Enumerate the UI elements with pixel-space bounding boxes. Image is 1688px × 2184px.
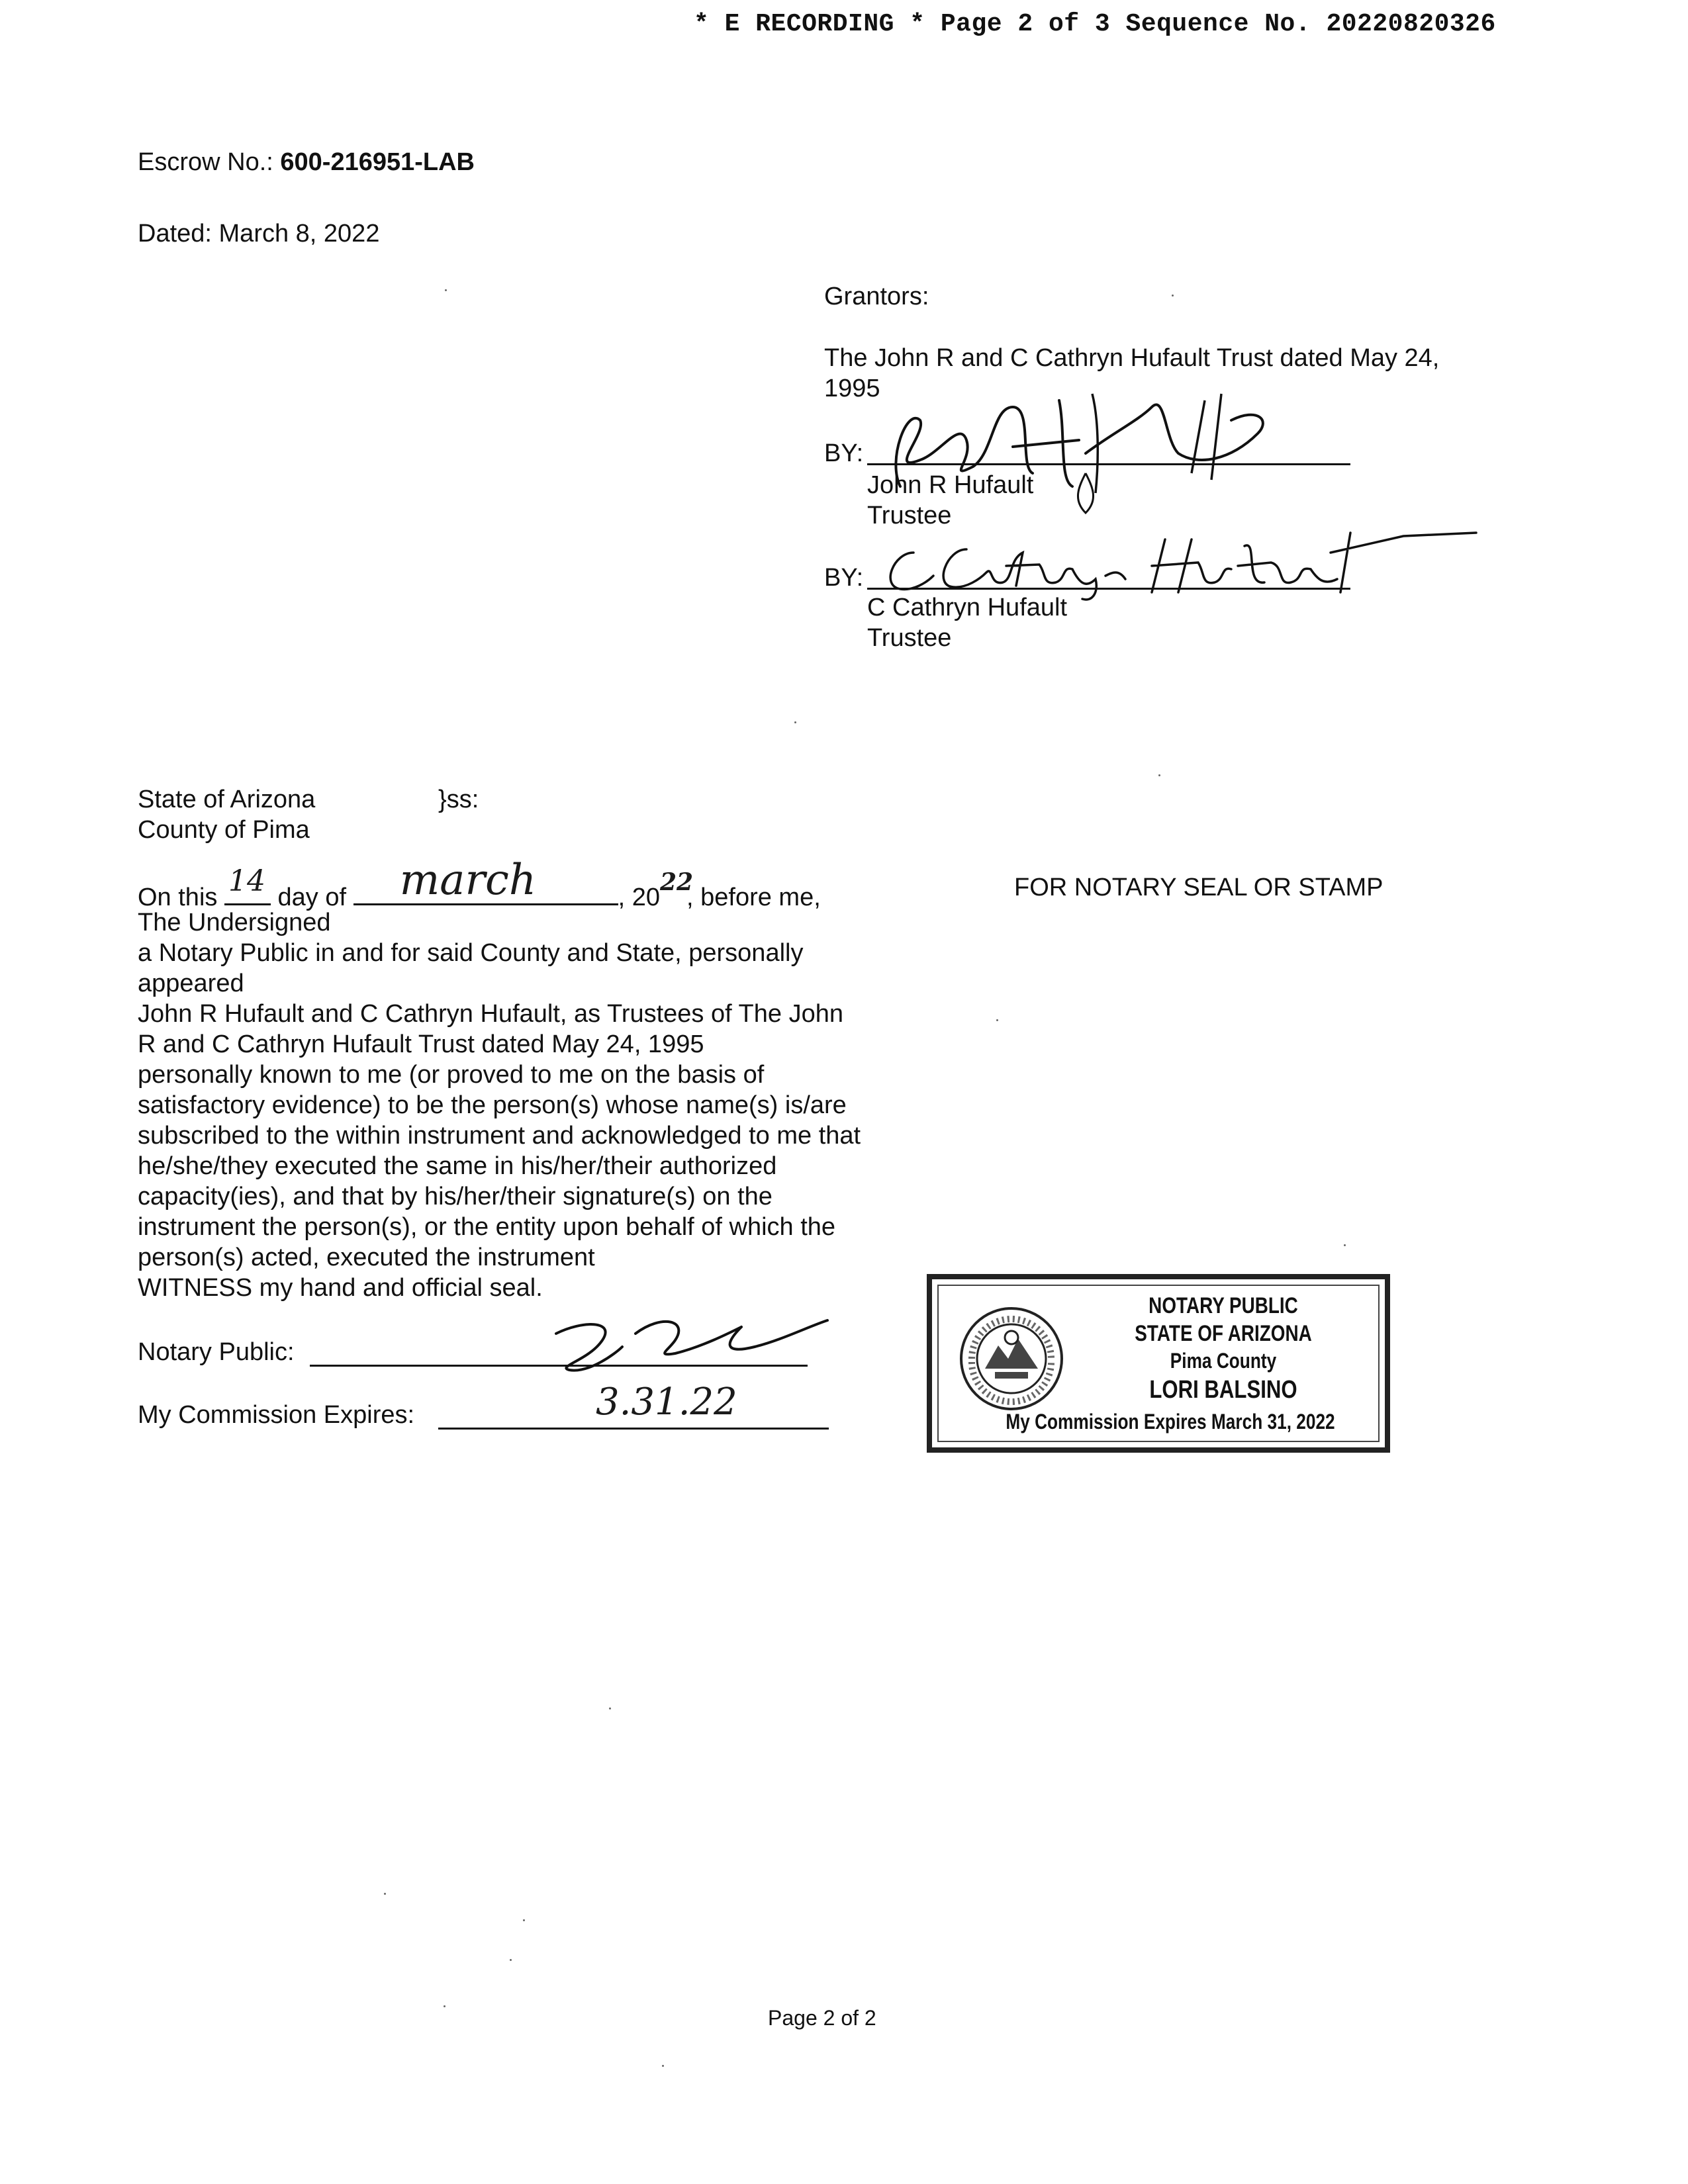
ack-line14: WITNESS my hand and official seal. [138, 1274, 543, 1302]
stamp-line5: My Commission Expires March 31, 2022 [1006, 1410, 1335, 1433]
before-me-text: , before me, [686, 884, 821, 911]
notary-seal-label: FOR NOTARY SEAL OR STAMP [1014, 874, 1383, 901]
ack-line4: appeared [138, 970, 244, 997]
dated-value: March 8, 2022 [218, 220, 380, 248]
stamp-line1: NOTARY PUBLIC [1149, 1293, 1298, 1318]
notary-public-label: Notary Public: [138, 1338, 295, 1366]
day-of-text: day of [277, 884, 347, 911]
ack-line7: personally known to me (or proved to me on the basis of [138, 1061, 765, 1089]
notary-signature [543, 1307, 834, 1380]
ack-line10: he/she/they executed the same in his/her/their authorized [138, 1152, 777, 1180]
page-footer: Page 2 of 2 [768, 2006, 876, 2030]
arizona-seal-icon [959, 1306, 1064, 1412]
by-label-1: BY: [824, 439, 864, 467]
year-prefix: , 20 [618, 884, 660, 911]
ack-line12: instrument the person(s), or the entity upon behalf of which the [138, 1213, 836, 1241]
venue-ss: }ss: [438, 786, 479, 813]
escrow-number [138, 147, 475, 177]
day-value: 14 [228, 864, 265, 898]
month-field [353, 856, 618, 905]
signer1-title: Trustee [867, 502, 952, 529]
ack-line3: a Notary Public in and for said County and State, personally [138, 939, 804, 967]
signer2-name: C Cathryn Hufault [867, 594, 1068, 621]
stamp-line4: LORI BALSINO [1149, 1376, 1297, 1404]
grantors-heading: Grantors: [824, 283, 929, 310]
stamp-line3: Pima County [1170, 1349, 1277, 1373]
ack-line8: satisfactory evidence) to be the person(s) whose name(s) is/are [138, 1091, 847, 1119]
ack-line9: subscribed to the within instrument and acknowledged to me that [138, 1122, 861, 1150]
recording-header: * E RECORDING * Page 2 of 3 Sequence No. 20220820326 [694, 10, 1496, 38]
commission-expires-label: My Commission Expires: [138, 1401, 415, 1429]
venue-county: County of Pima [138, 816, 310, 844]
year-field [660, 868, 694, 905]
on-this-text: On this [138, 884, 218, 911]
dated-label: Dated: [138, 220, 212, 248]
escrow-value: 600-216951-LAB [280, 148, 475, 176]
commission-expires-value: 3.31.22 [596, 1381, 737, 1424]
signer2-title: Trustee [867, 624, 952, 652]
escrow-label: Escrow No.: [138, 148, 273, 176]
notary-stamp [927, 1274, 1390, 1453]
ack-line13: person(s) acted, executed the instrument [138, 1244, 595, 1271]
day-field [224, 864, 271, 905]
ack-line5: John R Hufault and C Cathryn Hufault, as Trustees of The John [138, 1000, 843, 1028]
signer1-name: John R Hufault [867, 471, 1034, 499]
by-label-2: BY: [824, 564, 864, 592]
ack-line11: capacity(ies), and that by his/her/their signature(s) on the [138, 1183, 773, 1210]
commission-expires-line [438, 1428, 829, 1430]
ack-line2: The Undersigned [138, 909, 331, 936]
trust-name-line2: 1995 [824, 375, 880, 402]
trust-name-line1: The John R and C Cathryn Hufault Trust dated May 24, [824, 344, 1440, 372]
year-value: 22 [660, 868, 694, 896]
month-value: march [399, 856, 537, 905]
stamp-line2: STATE OF ARIZONA [1135, 1321, 1312, 1346]
ack-line6: R and C Cathryn Hufault Trust dated May 24, 1995 [138, 1030, 704, 1058]
venue-state: State of Arizona [138, 786, 316, 813]
dated-line [138, 218, 379, 249]
